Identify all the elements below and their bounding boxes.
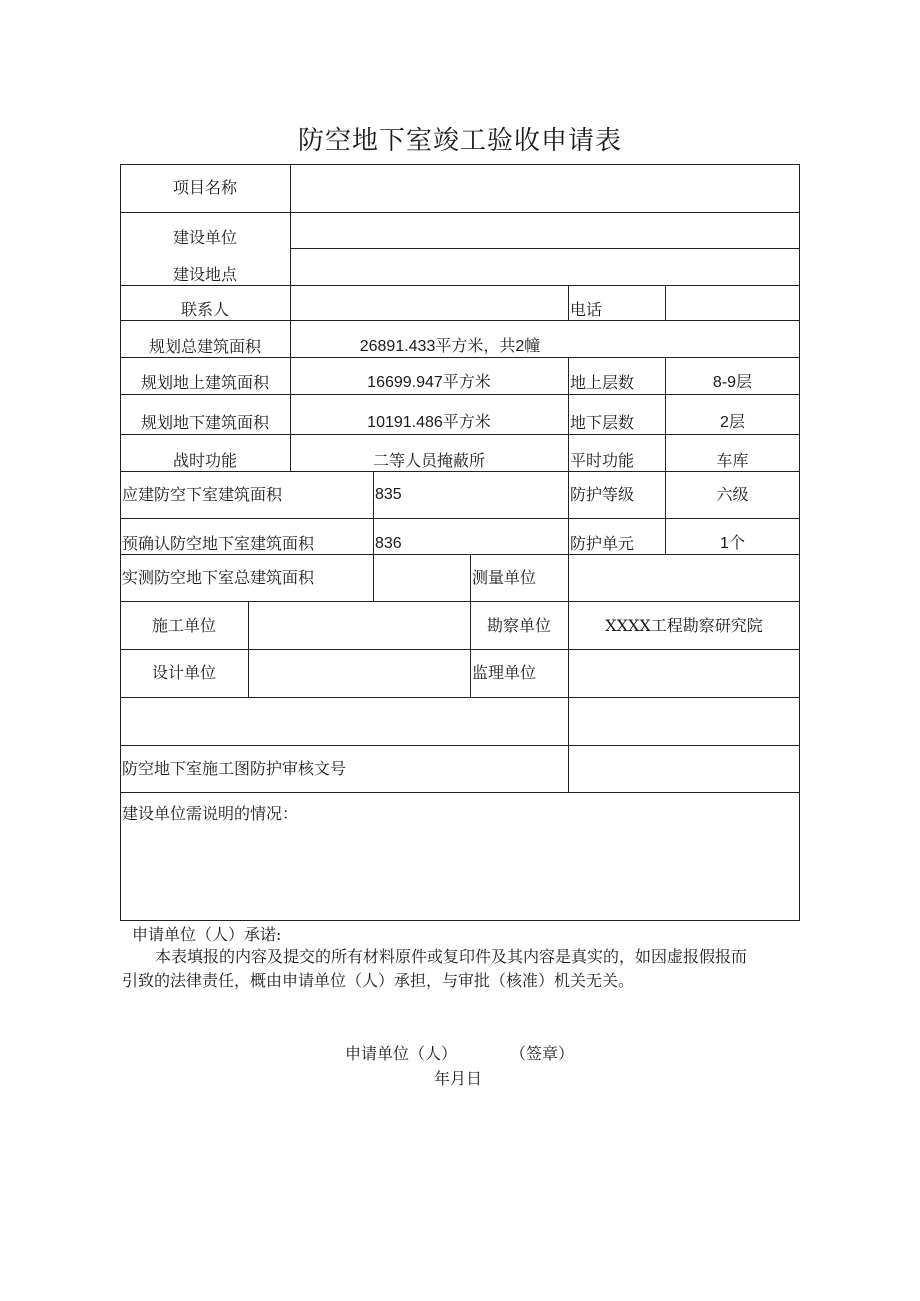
commitment-text-line2: 引致的法律责任，概由申请单位（人）承担，与审批（核准）机关无关。	[122, 971, 635, 990]
construction-unit-label: 建设单位	[172, 228, 237, 247]
row-divider	[120, 285, 800, 286]
row-divider	[120, 792, 800, 793]
confirmed-area-label: 预确认防空地下室建筑面积	[122, 534, 315, 553]
column-divider	[568, 285, 569, 320]
column-divider	[568, 554, 569, 792]
below-floors-label: 地下层数	[570, 413, 635, 432]
investigation-unit-value: XXXX工程勘察研究院	[605, 616, 763, 635]
supervision-unit-label: 监理单位	[472, 663, 537, 682]
wartime-function-label: 战时功能	[172, 451, 237, 470]
column-divider	[568, 357, 569, 554]
builder-label: 施工单位	[151, 616, 216, 635]
above-floors-value: 8-9层	[712, 374, 753, 391]
project-name-label: 项目名称	[172, 178, 237, 197]
protection-level-label: 防护等级	[570, 485, 635, 504]
row-divider	[120, 320, 800, 321]
row-divider	[120, 357, 800, 358]
measured-area-label: 实测防空地下室总建筑面积	[122, 568, 315, 587]
row-divider	[120, 745, 800, 746]
below-floors-value: 2层	[720, 414, 745, 431]
row-divider	[120, 434, 800, 435]
date-label: 年月日	[434, 1069, 483, 1088]
below-area-label: 规划地下建筑面积	[140, 413, 269, 432]
notes-label: 建设单位需说明的情况：	[122, 804, 299, 823]
commitment-text-line1: 本表填报的内容及提交的所有材料原件或复印件及其内容是真实的，如因虚报假报而	[155, 947, 748, 966]
column-divider	[665, 285, 666, 320]
protection-unit-label: 防护单元	[570, 534, 635, 553]
peacetime-function-value: 车库	[716, 451, 749, 470]
wartime-function-value: 二等人员掩蔽所	[372, 451, 485, 470]
seal-label: （签章）	[510, 1044, 575, 1063]
row-divider	[120, 471, 800, 472]
row-divider	[120, 554, 800, 555]
construction-site-label: 建设地点	[172, 265, 237, 284]
above-area-value: 16699.947平方米	[367, 374, 491, 391]
page-title: 防空地下室竣工验收申请表	[297, 126, 622, 156]
peacetime-function-label: 平时功能	[570, 451, 635, 470]
row-divider	[120, 649, 800, 650]
total-area-value: 26891.433平方米，共2幢	[359, 338, 541, 355]
column-divider	[248, 601, 249, 697]
total-area-label: 规划总建筑面积	[148, 337, 261, 356]
review-doc-label: 防空地下室施工图防护审核文号	[122, 759, 347, 778]
protection-level-value: 六级	[716, 485, 749, 504]
required-area-value: 835	[375, 486, 402, 503]
above-floors-label: 地上层数	[570, 373, 635, 392]
row-divider	[290, 248, 800, 249]
protection-unit-value: 1个	[720, 535, 745, 552]
required-area-label: 应建防空下室建筑面积	[122, 485, 283, 504]
investigation-unit-label: 勘察单位	[486, 616, 551, 635]
applicant-signature-label: 申请单位（人）	[345, 1044, 458, 1063]
below-area-value: 10191.486平方米	[367, 414, 491, 431]
above-area-label: 规划地上建筑面积	[140, 373, 269, 392]
row-divider	[120, 601, 800, 602]
row-divider	[120, 394, 800, 395]
row-divider	[120, 697, 800, 698]
row-divider	[120, 518, 800, 519]
phone-label: 电话	[570, 300, 603, 319]
survey-unit-label: 测量单位	[472, 568, 537, 587]
row-divider	[120, 212, 800, 213]
commitment-heading: 申请单位（人）承诺:	[132, 925, 282, 944]
confirmed-area-value: 836	[375, 535, 402, 552]
column-divider	[373, 471, 374, 601]
design-unit-label: 设计单位	[151, 663, 216, 682]
contact-label: 联系人	[180, 300, 229, 319]
